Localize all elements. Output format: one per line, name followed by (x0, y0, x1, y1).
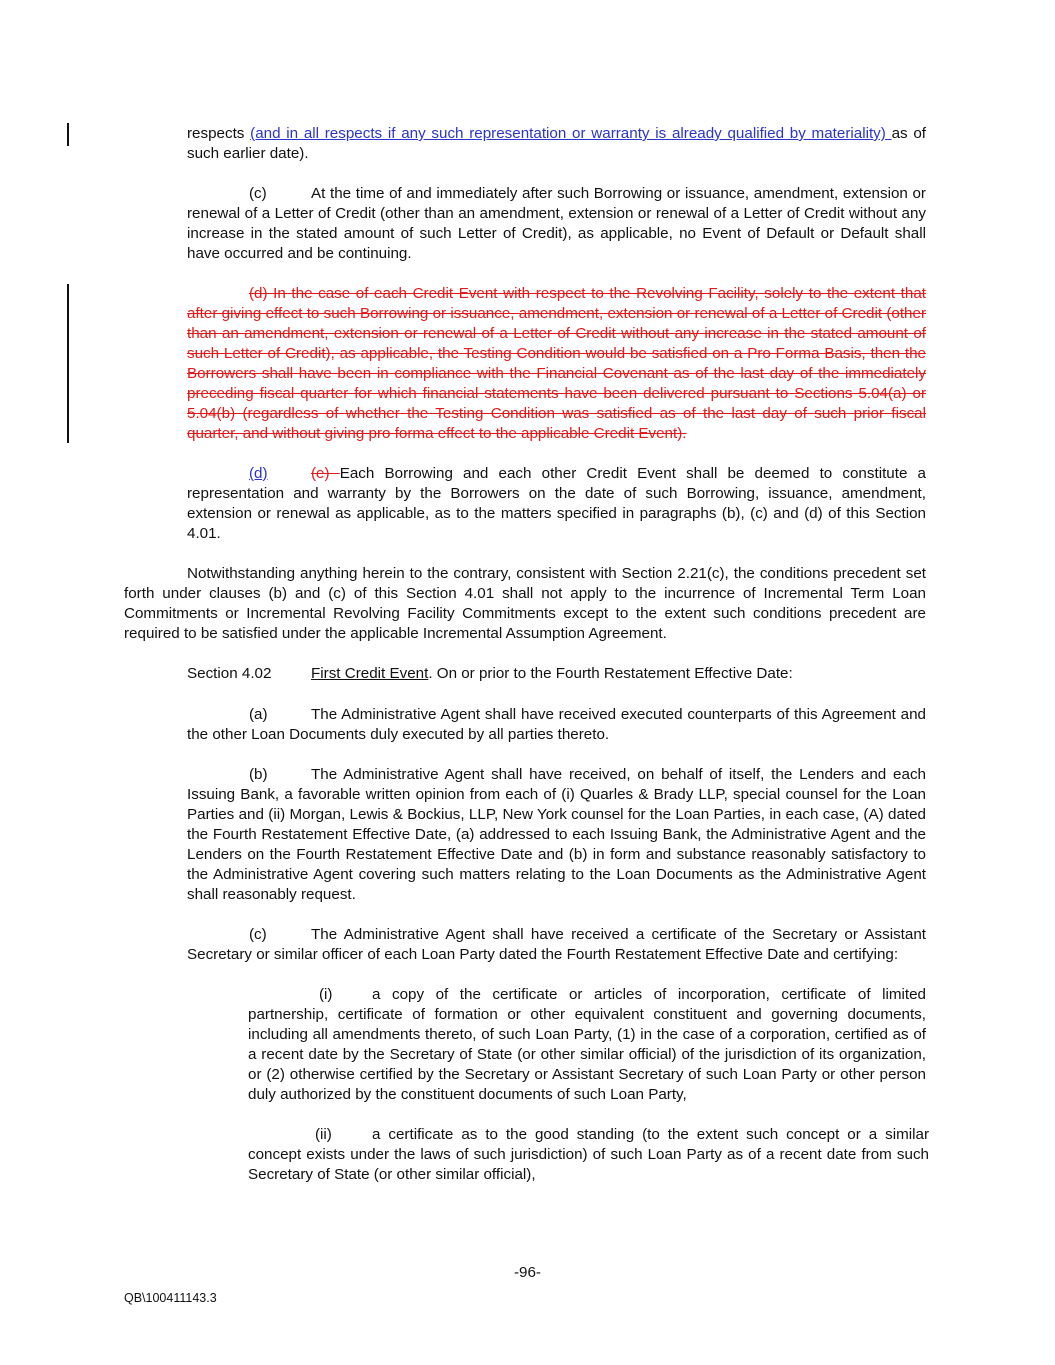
paragraph-label: (c) (249, 185, 267, 202)
item-b (187, 765, 926, 905)
deleted-paragraph-d (187, 284, 926, 444)
document-id: QB\100411143.3 (124, 1291, 217, 1305)
paragraph-c (187, 184, 926, 264)
paragraph-text: At the time of and immediately after such Borrowing or issuance, amendment, extension or renewal of a Letter of Credit (other than an amendment, extension or renewal of a Letter of Credit without any increase in the stated amount of such Letter of Credit), as applicable, no Event of Default or Default shall have occurred and be continuing. (187, 185, 926, 262)
inserted-label: (d) (249, 465, 268, 482)
sub-item-text: a copy of the certificate or articles of incorporation, certificate of limited partnership, certificate of formation or other equivalent constituent and governing documents, including all amendments thereto, of such Loan Party, (1) in the case of a corporation, certified as of a recent date by the Secretary of State (or other similar official) of the jurisdiction of its organization, or (2) otherwise certified by the Secretary or Assistant Secretary of such Loan Party or other person duly authorized by the constituent documents of such Loan Party, (248, 986, 926, 1103)
notwithstanding-paragraph (124, 564, 926, 644)
item-text: The Administrative Agent shall have received executed counterparts of this Agreement and the other Loan Documents duly executed by all parties thereto. (187, 706, 926, 743)
item-text: The Administrative Agent shall have received, on behalf of itself, the Lenders and each Issuing Bank, a favorable written opinion from each of (i) Quarles & Brady LLP, special counsel for the Loan Parties and (ii) Morgan, Lewis & Bockius, LLP, New York counsel for the Loan Parties, in each case, (A) dated the Fourth Restatement Effective Date, (a) addressed to each Issuing Bank, the Administrative Agent and the Lenders on the Fourth Restatement Effective Date and (b) in form and substance reasonably satisfactory to the Administrative Agent covering such matters relating to the Loan Documents as the Administrative Agent shall reasonably request. (187, 766, 926, 903)
sub-item-ii (248, 1125, 929, 1185)
item-label: (b) (249, 766, 268, 783)
item-text: The Administrative Agent shall have received a certificate of the Secretary or Assistant Secretary or similar officer of each Loan Party dated the Fourth Restatement Effective Date and certifying: (187, 926, 926, 963)
sub-item-text: a certificate as to the good standing (to the extent such concept or a similar concept exists under the laws of such jurisdiction) of such Loan Party as of a recent date from such Secretary of State (or other similar official), (248, 1126, 929, 1183)
section-heading (187, 664, 926, 684)
item-label: (c) (249, 926, 267, 943)
paragraph-text: Each Borrowing and each other Credit Event shall be deemed to constitute a representation and warranty by the Borrowers on the date of such Borrowing, issuance, amendment, extension or renewal as applicable, as to the matters specified in paragraphs (b), (c) and (d) of this Section 4.01. (187, 465, 927, 542)
item-a (187, 705, 926, 745)
item-label: (a) (249, 706, 268, 723)
item-c (187, 925, 926, 965)
deleted-text: (d) In the case of each Credit Event with respect to the Revolving Facility, solely to the extent that after giving effect to such Borrowing or issuance, amendment, extension or renewal of a Letter of Credit (other than an amendment, extension or renewal of a Letter of Credit without any increase in the stated amount of such Letter of Credit), as applicable, the Testing Condition would be satisfied on a Pro Forma Basis, then the Borrowers shall have been in compliance with the Financial Covenant as of the last day of the immediately preceding fiscal quarter for which financial statements have been delivered pursuant to Sections 5.04(a) or 5.04(b) (regardless of whether the Testing Condition was satisfied as of the last day of such prior fiscal quarter, and without giving pro forma effect to the applicable Credit Event). (187, 285, 926, 442)
continuation-tail: as of such earlier date). (187, 125, 926, 162)
sub-item-label: (i) (319, 986, 333, 1003)
continuation-lead: respects (187, 125, 251, 142)
continuation-paragraph (187, 124, 926, 164)
change-bar (67, 284, 69, 443)
paragraph-text: Notwithstanding anything herein to the contrary, consistent with Section 2.21(c), the conditions precedent set forth under clauses (b) and (c) of this Section 4.01 shall not apply to the incurrence of Incremental Term Loan Commitments or Incremental Revolving Facility Commitments except to the extent such conditions precedent are required to be satisfied under the applicable Incremental Assumption Agreement. (124, 565, 926, 642)
inserted-text: (and in all respects if any such representation or warranty is already qualified by materiality) (250, 125, 892, 142)
sub-item-label: (ii) (315, 1126, 332, 1143)
page-number: -96- (513, 1264, 541, 1281)
deleted-label: (e) (311, 465, 340, 482)
change-bar (67, 123, 69, 146)
section-title: First Credit Event (311, 665, 429, 682)
sub-item-i (248, 985, 926, 1105)
section-number: Section 4.02 (187, 665, 272, 682)
paragraph-e (187, 464, 926, 544)
section-intro: . On or prior to the Fourth Restatement Effective Date: (428, 665, 793, 682)
